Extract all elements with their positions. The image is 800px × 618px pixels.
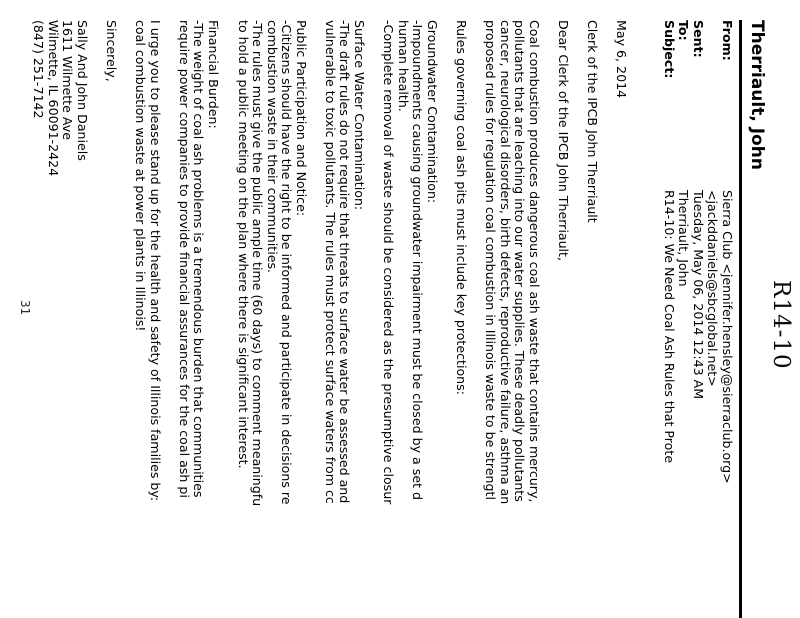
key-line: Rules governing coal ash pits must include key protections: <box>454 20 469 395</box>
intro-line: Coal combustion produces dangerous coal ash waste that contains mercury, <box>527 20 542 503</box>
signature-line: (847) 251-7142 <box>31 20 47 119</box>
financial-line: Financial Burden: <box>206 20 221 129</box>
docket-stamp: R14-10 <box>768 280 794 370</box>
intro-line: pollutants that are leaching into our water supplies. These deadly pollutants <box>512 20 528 502</box>
participation-line: -The rules must give the public ample time (60 days) to comment meaningfu <box>250 20 266 507</box>
subject-value: R14-10: We Need Coal Ash Rules that Prote <box>661 190 677 464</box>
surface-line: vulnerable to toxic pollutants. The rules must protect surface waters from cc <box>322 20 338 504</box>
closing-line: I urge you to please stand up for the health and safety of Illinois families by: <box>148 20 163 502</box>
letter-date <box>613 20 628 618</box>
salutation-line: Dear Clerk of the IPCB John Therriault, <box>556 20 571 261</box>
participation-line: -Citizens should have the right to be informed and participate in decisions re <box>279 20 295 505</box>
signature-line: 1611 Wilmette Ave <box>60 20 76 140</box>
sign-off-line: Sincerely, <box>104 20 119 82</box>
participation-section <box>235 20 308 618</box>
sign-off <box>103 20 118 618</box>
groundwater-line: human health. <box>395 20 411 112</box>
sent-label: Sent: <box>691 20 706 58</box>
letter-recipient <box>584 20 599 618</box>
intro-paragraph <box>483 20 541 618</box>
from-label: From: <box>720 20 735 61</box>
intro-line: cancer, neurological disorders, birth defects, reproductive failure, asthma an <box>497 20 513 505</box>
groundwater-section <box>381 20 439 618</box>
subject-label: Subject: <box>661 20 677 79</box>
surface-water-section <box>322 20 366 618</box>
participation-line: combustion waste in their communities. <box>264 20 280 274</box>
date-line: May 6, 2014 <box>614 20 629 99</box>
groundwater-line: Groundwater Contamination: <box>425 20 440 204</box>
to-label: To: <box>676 20 692 41</box>
signature-line: Sally And John Daniels <box>75 20 90 161</box>
financial-section <box>176 20 220 618</box>
sender-name-heading: Therriault, John <box>747 20 767 170</box>
to-value: Therriault, John <box>676 190 692 287</box>
page-number: 31 <box>18 300 32 316</box>
closing-line: coal combustion waste at power plants in Illinois! <box>133 20 149 332</box>
signature-block <box>31 20 89 618</box>
sent-value: Tuesday, May 06, 2014 12:43 AM <box>691 190 706 400</box>
participation-line: Public Participation and Notice: <box>294 20 309 217</box>
groundwater-line: -Impoundments causing groundwater impairment must be closed by a set d <box>410 20 426 501</box>
closing-paragraph <box>133 20 162 618</box>
recipient-line: Clerk of the IPCB John Therriault <box>585 20 600 223</box>
signature-line: Wilmette, IL 60091-2424 <box>45 20 61 177</box>
key-protections-paragraph <box>453 20 468 618</box>
financial-line: -The weight of coal ash problems is a tremendous burden that communities <box>191 20 207 498</box>
groundwater-line: -Complete removal of waste should be considered as the presumptive closur <box>381 20 397 505</box>
intro-line: proposed rules for regulation coal combustion in Illinois waste to be strengtl <box>483 20 499 500</box>
letter-salutation <box>555 20 570 618</box>
surface-line: -The draft rules do not require that threats to surface water be assessed and <box>337 20 353 504</box>
participation-line: to hold a public meeting on the plan where there is significant interest. <box>235 20 251 469</box>
surface-line: Surface Water Contamination: <box>352 20 367 211</box>
from-value-email: <jackddaniels@sbcglobal.net> <box>705 190 721 387</box>
financial-line: require power companies to provide financial assurances for the coal ash pi <box>176 20 192 498</box>
heading-rule <box>739 20 742 618</box>
from-value: Sierra Club <jennifer.hensley@sierraclub.org> <box>720 190 735 484</box>
